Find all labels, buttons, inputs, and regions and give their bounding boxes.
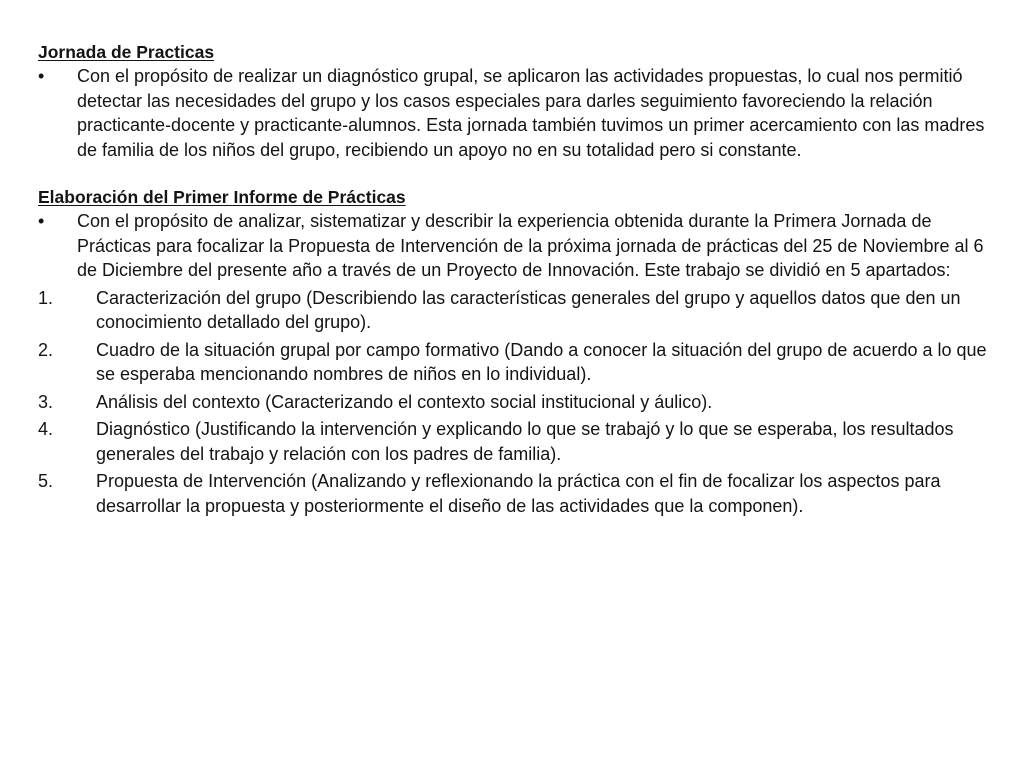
list-item xyxy=(38,469,988,518)
list-item-number: 3. xyxy=(38,391,54,412)
bullet-marker: • xyxy=(38,66,45,86)
list-item xyxy=(38,390,988,415)
section-heading-informe: Elaboración del Primer Informe de Prácticas xyxy=(38,187,406,207)
section-heading-jornada: Jornada de Practicas xyxy=(38,42,215,62)
list-item-text: Cuadro de la situación grupal por campo formativo (Dando a conocer la situación del grupo de acuerdo a lo que se esperaba mencionando nombres de niños en lo individual). xyxy=(96,339,987,384)
bullet-text: Con el propósito de realizar un diagnóstico grupal, se aplicaron las actividades propuestas, lo cual nos permitió detectar las necesidades del grupo y los casos especiales para darles seguimiento favoreciendo la relación practicante-docente y practicante-alumnos. Esta jornada también tuvimos un primer acercamiento con las madres de familia de los niños del grupo, recibiendo un apoyo no en su totalidad pero si constante. xyxy=(77,66,985,160)
list-item-number: 1. xyxy=(38,287,54,308)
list-item xyxy=(38,338,988,387)
bullet-paragraph-informe xyxy=(38,209,988,283)
numbered-list xyxy=(38,286,988,519)
list-item-text: Análisis del contexto (Caracterizando el contexto social institucional y áulico). xyxy=(96,391,713,412)
list-item xyxy=(38,417,988,466)
list-item-text: Diagnóstico (Justificando la intervención y explicando lo que se trabajó y lo que se esperaba, los resultados generales del trabajo y relación con los padres de familia). xyxy=(96,419,954,464)
bullet-marker: • xyxy=(38,211,45,231)
list-item-number: 2. xyxy=(38,339,54,360)
list-item xyxy=(38,286,988,335)
list-item-number: 4. xyxy=(38,419,54,439)
list-item-text: Caracterización del grupo (Describiendo las características generales del grupo y aquellos datos que den un conocimiento detallado del grupo). xyxy=(96,287,961,332)
bullet-text: Con el propósito de analizar, sistematizar y describir la experiencia obtenida durante la Primera Jornada de Prácticas para focalizar la Propuesta de Intervención de la próxima jornada de prácticas del 25 de Noviembre al 6 de Diciembre del presente año a través de un Proyecto de Innovación. Este trabajo se dividió en 5 apartados: xyxy=(77,211,984,280)
slide-content xyxy=(38,40,988,518)
list-item-text: Propuesta de Intervención (Analizando y reflexionando la práctica con el fin de focalizar los aspectos para desarrollar la propuesta y posteriormente el diseño de las actividades que la componen). xyxy=(96,471,941,516)
list-item-number: 5. xyxy=(38,471,54,491)
bullet-paragraph-jornada xyxy=(38,64,988,162)
